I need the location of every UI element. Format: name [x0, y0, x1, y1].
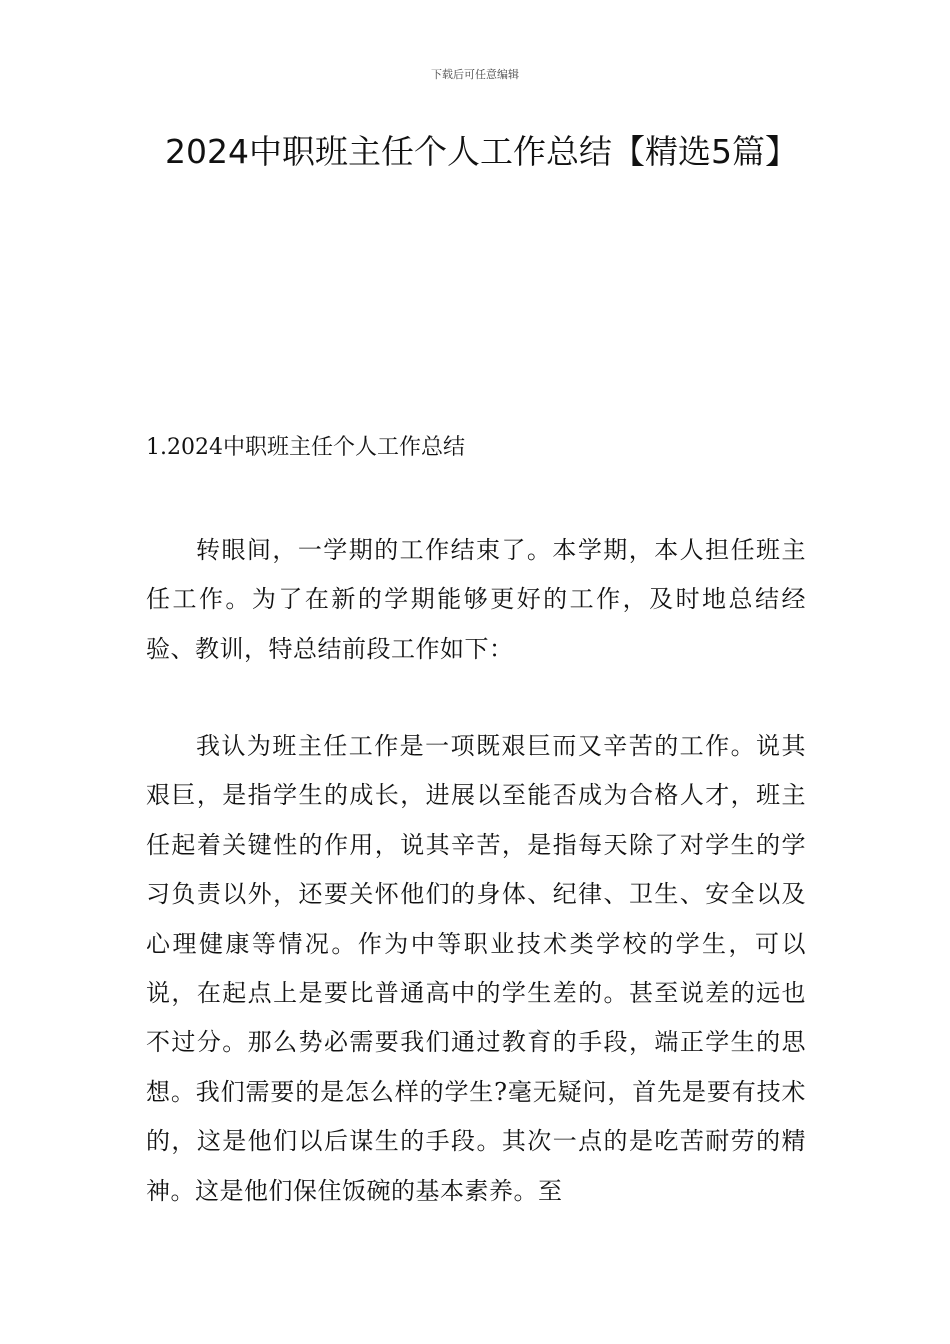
paragraph-body: 我认为班主任工作是一项既艰巨而又辛苦的工作。说其艰巨，是指学生的成长，进展以至能否成为合格人才，班主任起着关键性的作用，说其辛苦，是指每天除了对学生的学习负责以外，还要关怀他们的身体、纪律、卫生、安全以及心理健康等情况。作为中等职业技术类学校的学生，可以说，在起点上是要比普通高中的学生差的。甚至说差的远也不过分。那么势必需要我们通过教育的手段，端正学生的思想。我们需要的是怎么样的学生?毫无疑问，首先是要有技术的，这是他们以后谋生的手段。其次一点的是吃苦耐劳的精神。这是他们保住饭碗的基本素养。至	[146, 732, 806, 1205]
paragraph-intro: 转眼间，一学期的工作结束了。本学期，本人担任班主任工作。为了在新的学期能够更好的工作，及时地总结经验、教训，特总结前段工作如下：	[146, 536, 806, 663]
section-heading: 1.2024中职班主任个人工作总结	[146, 435, 465, 460]
document-title: 2024中职班主任个人工作总结【精选5篇】	[165, 132, 798, 171]
header-note: 下载后可任意编辑	[431, 68, 519, 81]
